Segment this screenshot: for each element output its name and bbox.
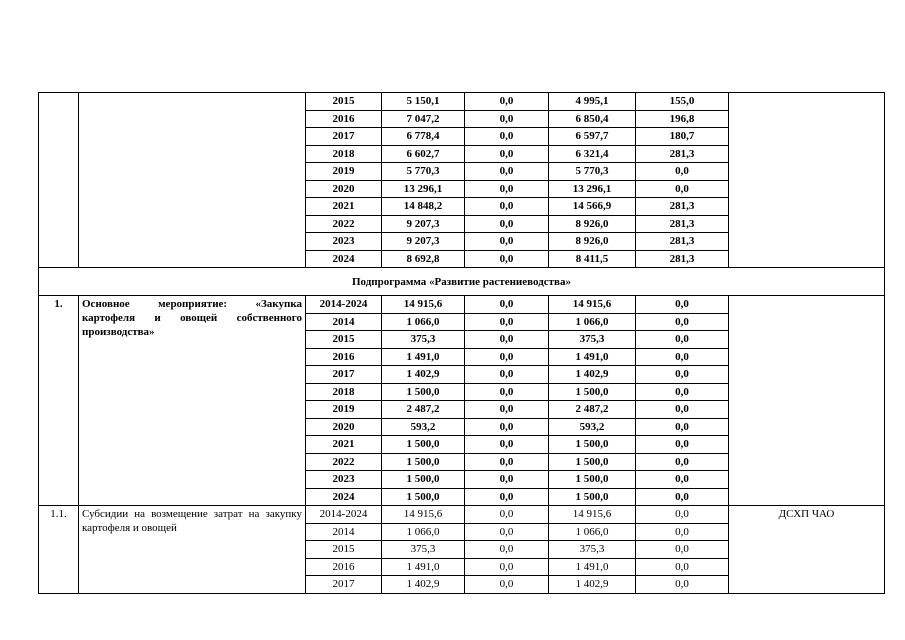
district-budget-cell: 6 321,4: [549, 145, 636, 163]
executor-cell: [729, 93, 885, 268]
year-cell: 2024: [306, 488, 382, 506]
district-budget-cell: 1 402,9: [549, 366, 636, 384]
federal-budget-cell: 0,0: [465, 233, 549, 251]
other-sources-cell: 281,3: [636, 145, 729, 163]
other-sources-cell: 0,0: [636, 383, 729, 401]
year-cell: 2015: [306, 541, 382, 559]
table-row: [39, 506, 885, 524]
other-sources-cell: 281,3: [636, 215, 729, 233]
district-budget-cell: 2 487,2: [549, 401, 636, 419]
district-budget-cell: 1 402,9: [549, 576, 636, 594]
year-cell: 2015: [306, 331, 382, 349]
table-row: [39, 296, 885, 314]
total-cell: 5 150,1: [382, 93, 465, 111]
federal-budget-cell: 0,0: [465, 128, 549, 146]
district-budget-cell: 1 491,0: [549, 348, 636, 366]
federal-budget-cell: 0,0: [465, 558, 549, 576]
other-sources-cell: 0,0: [636, 453, 729, 471]
total-cell: 6 602,7: [382, 145, 465, 163]
federal-budget-cell: 0,0: [465, 506, 549, 524]
district-budget-cell: 8 926,0: [549, 215, 636, 233]
other-sources-cell: 155,0: [636, 93, 729, 111]
item-name-cell: [79, 93, 306, 268]
federal-budget-cell: 0,0: [465, 296, 549, 314]
year-cell: 2018: [306, 383, 382, 401]
total-cell: 375,3: [382, 331, 465, 349]
year-cell: 2022: [306, 453, 382, 471]
item-number-cell: 1.: [39, 296, 79, 506]
other-sources-cell: 0,0: [636, 331, 729, 349]
federal-budget-cell: 0,0: [465, 163, 549, 181]
federal-budget-cell: 0,0: [465, 541, 549, 559]
other-sources-cell: 0,0: [636, 541, 729, 559]
budget-table: [38, 92, 885, 594]
year-cell: 2014: [306, 313, 382, 331]
year-cell: 2021: [306, 198, 382, 216]
total-cell: 1 500,0: [382, 383, 465, 401]
item-number-cell: [39, 93, 79, 268]
federal-budget-cell: 0,0: [465, 418, 549, 436]
total-cell: 6 778,4: [382, 128, 465, 146]
district-budget-cell: 1 500,0: [549, 488, 636, 506]
year-cell: 2020: [306, 418, 382, 436]
federal-budget-cell: 0,0: [465, 313, 549, 331]
other-sources-cell: 0,0: [636, 296, 729, 314]
year-cell: 2014-2024: [306, 506, 382, 524]
table-body: [39, 93, 885, 594]
total-cell: 1 402,9: [382, 576, 465, 594]
year-cell: 2019: [306, 401, 382, 419]
total-cell: 1 491,0: [382, 348, 465, 366]
total-cell: 7 047,2: [382, 110, 465, 128]
executor-cell: ДСХП ЧАО: [729, 506, 885, 594]
other-sources-cell: 0,0: [636, 576, 729, 594]
other-sources-cell: 180,7: [636, 128, 729, 146]
other-sources-cell: 0,0: [636, 523, 729, 541]
other-sources-cell: 0,0: [636, 506, 729, 524]
item-name-cell: Субсидии на возмещение затрат на закупку картофеля и овощей: [79, 506, 306, 594]
other-sources-cell: 0,0: [636, 471, 729, 489]
federal-budget-cell: 0,0: [465, 453, 549, 471]
other-sources-cell: 0,0: [636, 558, 729, 576]
table-row: [39, 93, 885, 111]
other-sources-cell: 281,3: [636, 198, 729, 216]
district-budget-cell: 1 500,0: [549, 471, 636, 489]
federal-budget-cell: 0,0: [465, 198, 549, 216]
district-budget-cell: 5 770,3: [549, 163, 636, 181]
total-cell: 14 848,2: [382, 198, 465, 216]
district-budget-cell: 1 066,0: [549, 523, 636, 541]
district-budget-cell: 14 566,9: [549, 198, 636, 216]
district-budget-cell: 1 066,0: [549, 313, 636, 331]
district-budget-cell: 6 597,7: [549, 128, 636, 146]
other-sources-cell: 281,3: [636, 250, 729, 268]
district-budget-cell: 6 850,4: [549, 110, 636, 128]
total-cell: 9 207,3: [382, 215, 465, 233]
total-cell: 375,3: [382, 541, 465, 559]
year-cell: 2017: [306, 366, 382, 384]
federal-budget-cell: 0,0: [465, 366, 549, 384]
federal-budget-cell: 0,0: [465, 93, 549, 111]
year-cell: 2020: [306, 180, 382, 198]
federal-budget-cell: 0,0: [465, 250, 549, 268]
total-cell: 14 915,6: [382, 296, 465, 314]
total-cell: 593,2: [382, 418, 465, 436]
year-cell: 2024: [306, 250, 382, 268]
district-budget-cell: 8 926,0: [549, 233, 636, 251]
federal-budget-cell: 0,0: [465, 215, 549, 233]
year-cell: 2016: [306, 558, 382, 576]
federal-budget-cell: 0,0: [465, 180, 549, 198]
year-cell: 2023: [306, 471, 382, 489]
federal-budget-cell: 0,0: [465, 145, 549, 163]
federal-budget-cell: 0,0: [465, 523, 549, 541]
item-name-cell: Основное мероприятие: «Закупка картофеля и овощей собственного производства»: [79, 296, 306, 506]
year-cell: 2022: [306, 215, 382, 233]
district-budget-cell: 375,3: [549, 331, 636, 349]
federal-budget-cell: 0,0: [465, 436, 549, 454]
total-cell: 8 692,8: [382, 250, 465, 268]
executor-cell: [729, 296, 885, 506]
other-sources-cell: 0,0: [636, 366, 729, 384]
year-cell: 2014: [306, 523, 382, 541]
year-cell: 2019: [306, 163, 382, 181]
other-sources-cell: 0,0: [636, 488, 729, 506]
federal-budget-cell: 0,0: [465, 331, 549, 349]
district-budget-cell: 8 411,5: [549, 250, 636, 268]
total-cell: 1 066,0: [382, 313, 465, 331]
year-cell: 2014-2024: [306, 296, 382, 314]
total-cell: 1 500,0: [382, 453, 465, 471]
federal-budget-cell: 0,0: [465, 110, 549, 128]
federal-budget-cell: 0,0: [465, 348, 549, 366]
other-sources-cell: 196,8: [636, 110, 729, 128]
other-sources-cell: 0,0: [636, 180, 729, 198]
district-budget-cell: 14 915,6: [549, 506, 636, 524]
district-budget-cell: 593,2: [549, 418, 636, 436]
total-cell: 1 491,0: [382, 558, 465, 576]
other-sources-cell: 0,0: [636, 436, 729, 454]
federal-budget-cell: 0,0: [465, 383, 549, 401]
other-sources-cell: 0,0: [636, 313, 729, 331]
other-sources-cell: 281,3: [636, 233, 729, 251]
district-budget-cell: 14 915,6: [549, 296, 636, 314]
total-cell: 1 066,0: [382, 523, 465, 541]
year-cell: 2017: [306, 576, 382, 594]
total-cell: 9 207,3: [382, 233, 465, 251]
federal-budget-cell: 0,0: [465, 576, 549, 594]
total-cell: 1 402,9: [382, 366, 465, 384]
total-cell: 1 500,0: [382, 436, 465, 454]
year-cell: 2015: [306, 93, 382, 111]
total-cell: 13 296,1: [382, 180, 465, 198]
subprogram-title: Подпрограмма «Развитие растениеводства»: [39, 268, 885, 296]
total-cell: 5 770,3: [382, 163, 465, 181]
district-budget-cell: 375,3: [549, 541, 636, 559]
year-cell: 2023: [306, 233, 382, 251]
district-budget-cell: 1 491,0: [549, 558, 636, 576]
subprogram-row: [39, 268, 885, 296]
year-cell: 2016: [306, 110, 382, 128]
district-budget-cell: 1 500,0: [549, 436, 636, 454]
year-cell: 2017: [306, 128, 382, 146]
year-cell: 2016: [306, 348, 382, 366]
year-cell: 2018: [306, 145, 382, 163]
other-sources-cell: 0,0: [636, 163, 729, 181]
total-cell: 1 500,0: [382, 488, 465, 506]
other-sources-cell: 0,0: [636, 418, 729, 436]
district-budget-cell: 1 500,0: [549, 383, 636, 401]
year-cell: 2021: [306, 436, 382, 454]
item-number-cell: 1.1.: [39, 506, 79, 594]
other-sources-cell: 0,0: [636, 401, 729, 419]
other-sources-cell: 0,0: [636, 348, 729, 366]
federal-budget-cell: 0,0: [465, 488, 549, 506]
total-cell: 1 500,0: [382, 471, 465, 489]
district-budget-cell: 13 296,1: [549, 180, 636, 198]
federal-budget-cell: 0,0: [465, 401, 549, 419]
district-budget-cell: 4 995,1: [549, 93, 636, 111]
total-cell: 14 915,6: [382, 506, 465, 524]
total-cell: 2 487,2: [382, 401, 465, 419]
federal-budget-cell: 0,0: [465, 471, 549, 489]
district-budget-cell: 1 500,0: [549, 453, 636, 471]
